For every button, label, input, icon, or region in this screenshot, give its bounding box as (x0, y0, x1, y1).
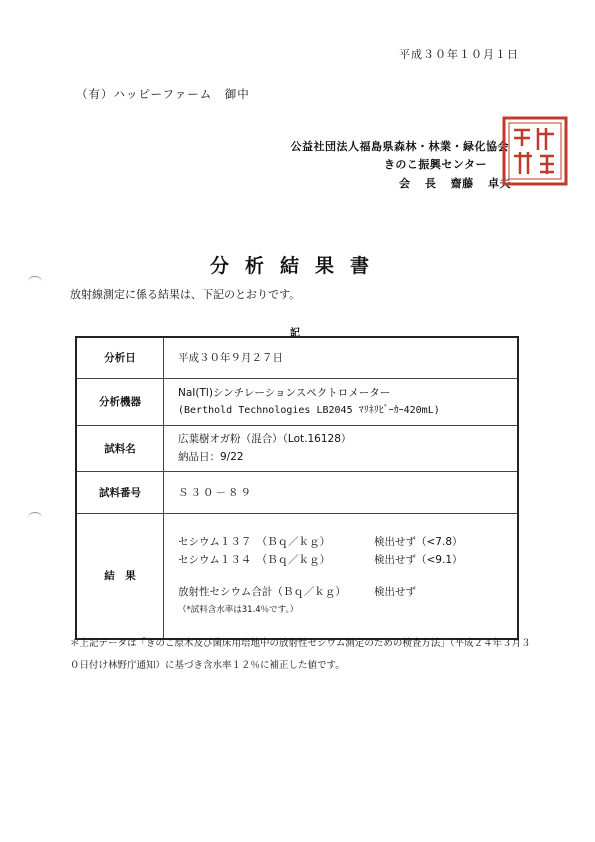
result-label: 結 果 (76, 513, 164, 639)
result-row (178, 533, 517, 551)
table-row (76, 378, 518, 425)
delivery-date: 納品日：9/22 (178, 451, 244, 463)
organization-name: 公益社団法人福島県森林・林業・緑化協会 (290, 140, 509, 153)
result-table (75, 336, 519, 640)
analysis-date-label: 分析日 (76, 337, 164, 378)
intro-text: 放射線測定に係る結果は、下記のとおりです。 (70, 288, 301, 301)
nuclide-value: 検出せず（<7.8） (374, 535, 463, 548)
table-row (76, 471, 518, 513)
official-seal-stamp (500, 112, 570, 192)
document-title: 分析結果書 (209, 255, 385, 277)
total-row (178, 583, 517, 601)
result-row (178, 551, 517, 569)
issue-date: 平成３０年１０月１日 (399, 48, 519, 61)
ki-heading: 記 (290, 328, 300, 339)
analysis-date-value: 平成３０年９月２７日 (164, 337, 519, 378)
nuclide-name: セシウム１３７ （Ｂｑ／ｋｇ） (178, 535, 331, 548)
sample-number-label: 試料番号 (76, 471, 164, 513)
instrument-line: (Berthold Technologies LB2045 ﾏﾘﾈﾘﾋﾞｰｶｰ420mL) (178, 404, 440, 416)
sample-name-label: 試料名 (76, 425, 164, 471)
table-row (76, 425, 518, 471)
addressee: （有）ハッピーファーム 御中 (76, 87, 250, 101)
sample-number-value: Ｓ３０－８９ (164, 471, 519, 513)
total-name: 放射性セシウム合計（Ｂｑ／ｋｇ） (178, 585, 346, 598)
table-row (76, 337, 518, 378)
president-name: 会 長 齋藤 卓夫 (399, 177, 511, 190)
punch-hole-mark (28, 512, 42, 523)
nuclide-value: 検出せず（<9.1） (374, 553, 463, 566)
center-name: きのこ振興センター (383, 158, 487, 171)
instrument-label: 分析機器 (76, 378, 164, 425)
table-row (76, 513, 518, 639)
nuclide-name: セシウム１３４ （Ｂｑ／ｋｇ） (178, 553, 331, 566)
footnote: ＊上記データは「きのこ原木及び菌床用培地中の放射性セシウム測定のための検査方法」（平成２４年３月３０日付け林野庁通知）に基づき含水率１２％に補正した値です。 (70, 638, 531, 671)
moisture-note: （*試料含水率は31.4％です。） (178, 604, 299, 615)
sample-name: 広葉樹オガ粉（混合）（Lot.16128） (178, 433, 352, 445)
instrument-line: NaI(Tl)シンチレーションスペクトロメーター (178, 386, 391, 399)
total-value: 検出せず (374, 585, 416, 598)
